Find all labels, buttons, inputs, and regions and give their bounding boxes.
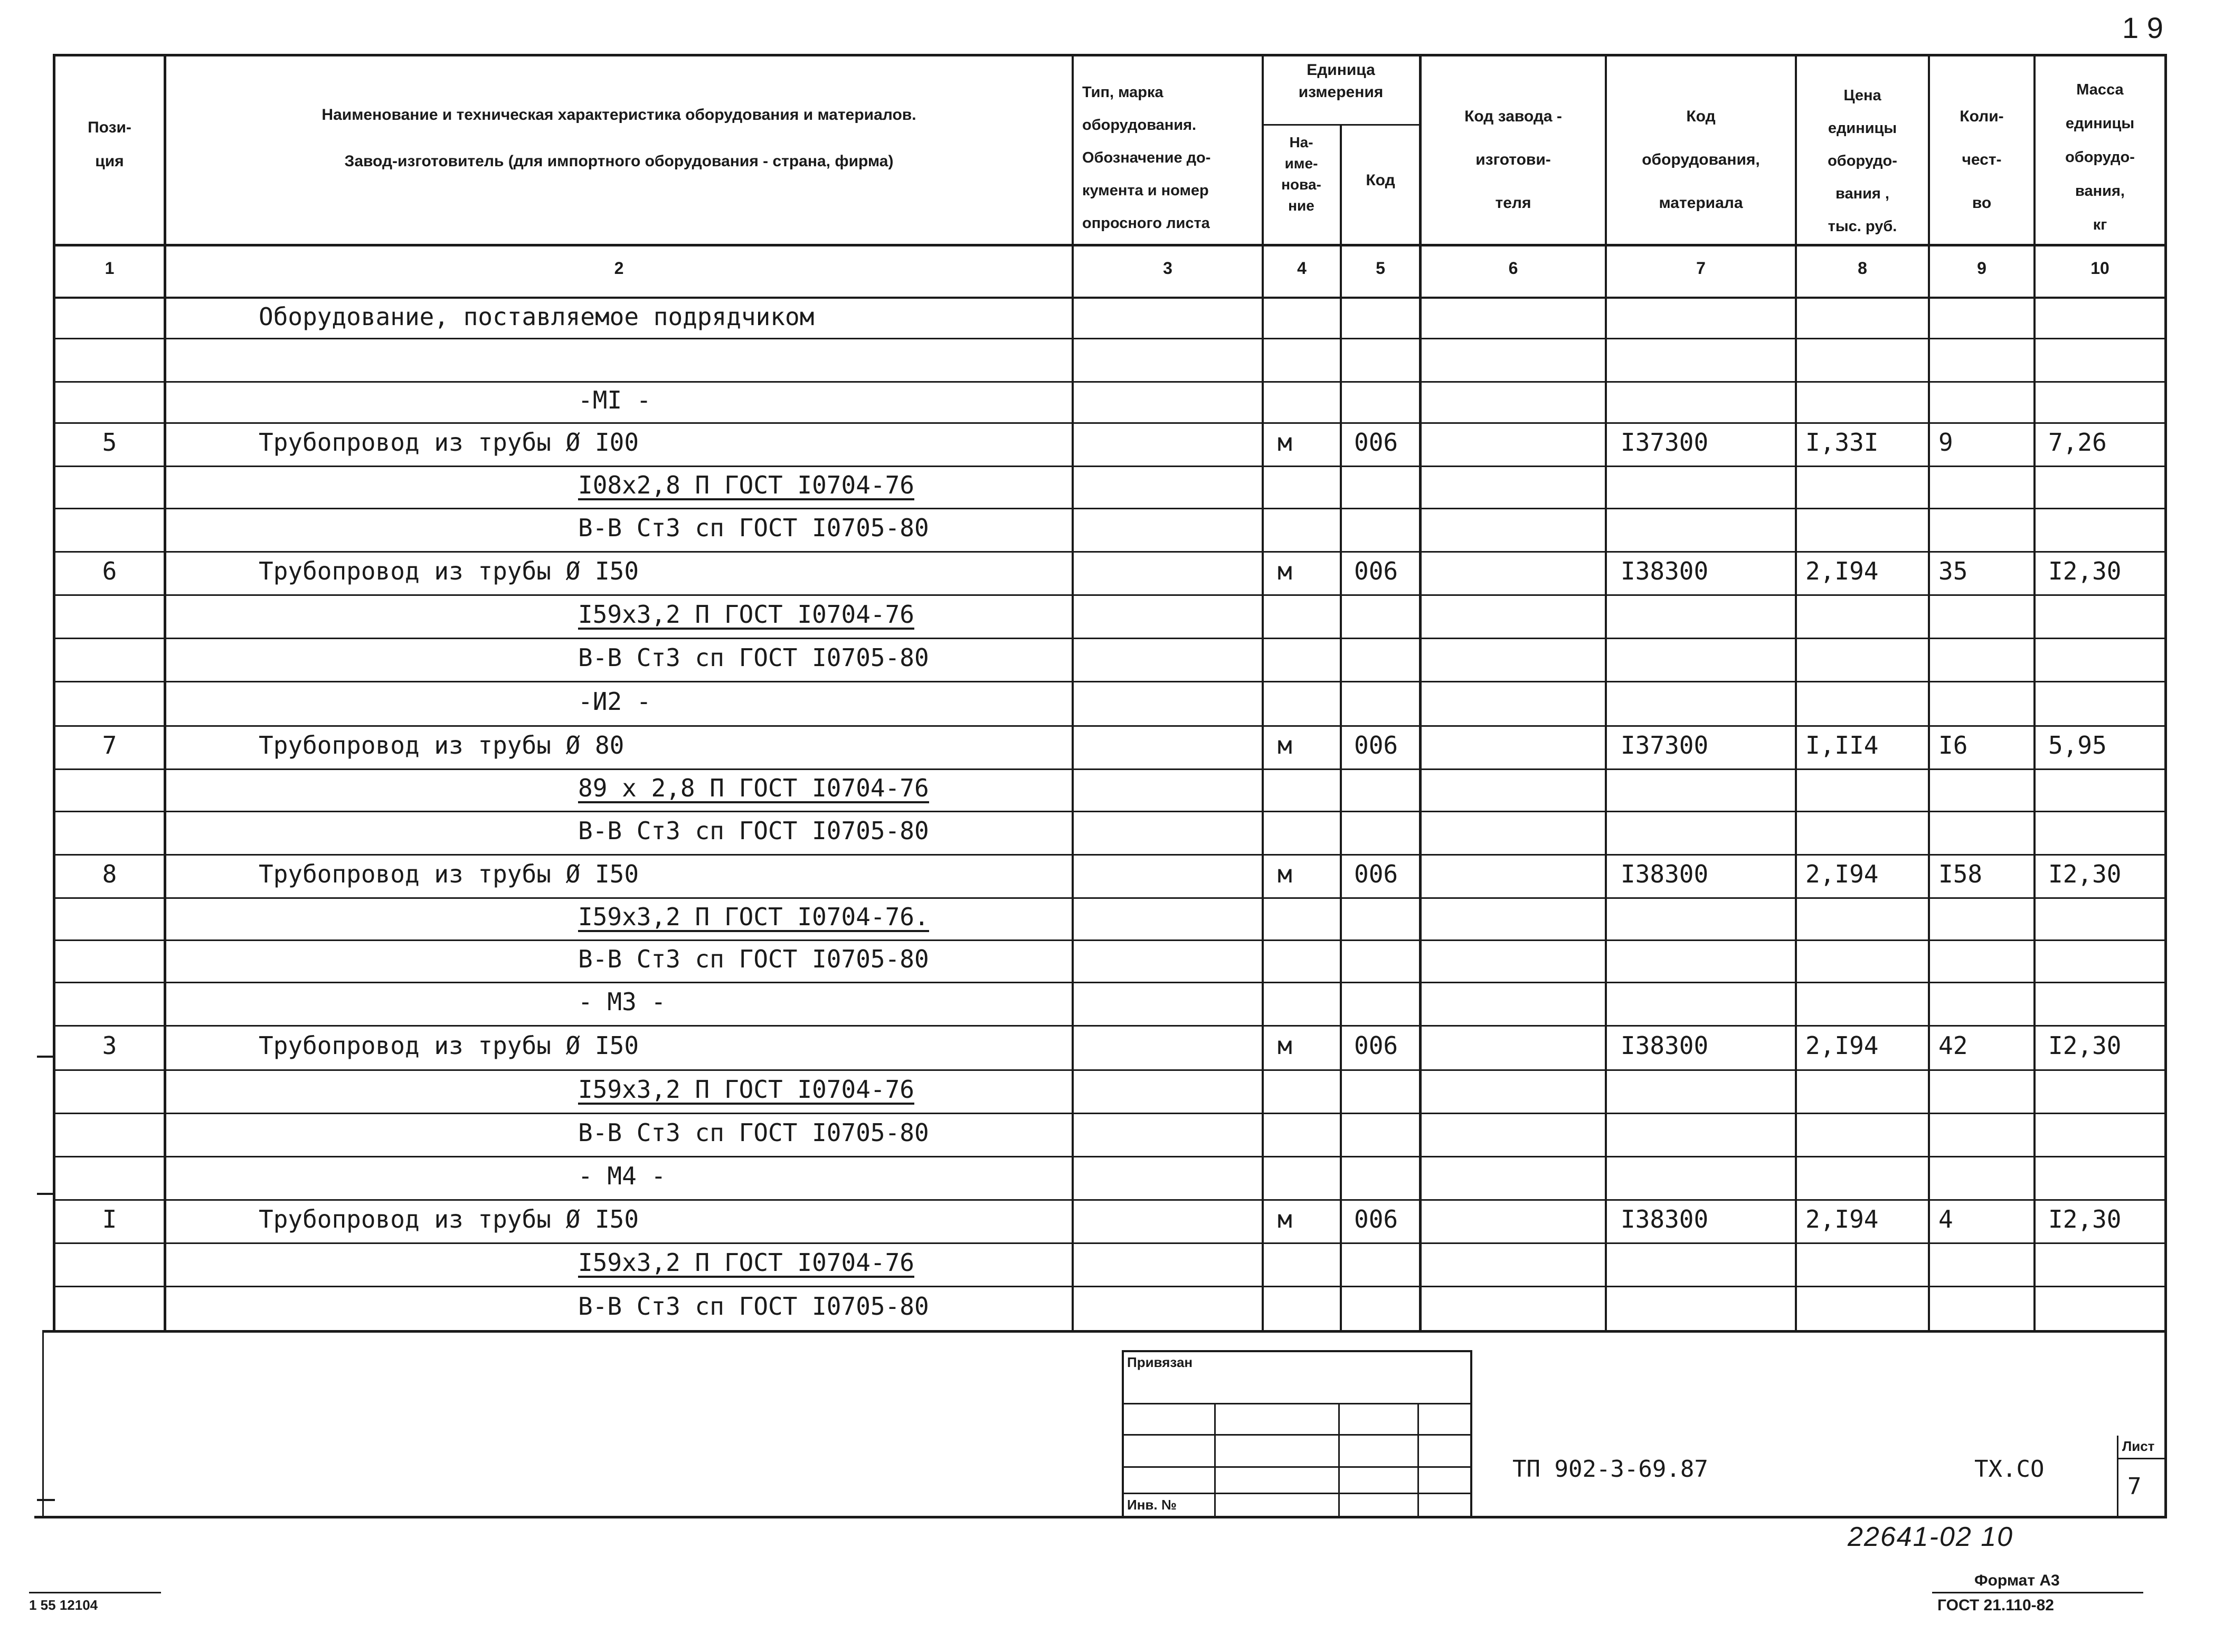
row-separator [53,508,2164,509]
col-num-7: 7 [1696,259,1706,278]
name-cell: В-В Ст3 сп ГОСТ I0705-80 [578,643,929,672]
col-num-6: 6 [1508,259,1518,278]
mass-cell: I2,30 [2048,1031,2122,1060]
row-separator [53,551,2164,553]
name-cell: В-В Ст3 сп ГОСТ I0705-80 [578,945,929,973]
project-code: ТП 902-3-69.87 [1512,1456,1708,1483]
row-separator [53,422,2164,424]
col-num-5: 5 [1376,259,1385,278]
name-cell: I59x3,2 П ГОСТ I0704-76 [578,600,914,629]
name-cell: -МI - [578,386,651,414]
price-cell: 2,I94 [1805,557,1879,585]
name-cell: Трубопровод из трубы Ø I50 [259,557,639,585]
header-factory-code: Код завода - изготови- теля [1464,108,1562,212]
name-cell: I59x3,2 П ГОСТ I0704-76 [578,1075,914,1104]
sheet-corner-mark: 1 9 [2122,11,2163,44]
mass-cell: I2,30 [2048,557,2122,585]
position-cell: I [102,1205,117,1233]
quantity-cell: I58 [1938,860,1983,888]
row-separator [53,338,2164,339]
price-cell: I,II4 [1805,731,1879,759]
col-num-4: 4 [1297,259,1307,278]
unit-name-cell: м [1278,557,1292,585]
footer-left-code: 1 55 12104 [29,1597,98,1613]
quantity-cell: 4 [1938,1205,1953,1233]
handwritten-number: 22641-02 10 [1848,1522,2014,1552]
unit-code-cell: 006 [1354,1205,1398,1233]
quantity-cell: 35 [1938,557,1968,585]
header-position: Пози- ция [88,119,131,170]
equipment-code-cell: I38300 [1621,1031,1709,1060]
col-num-3: 3 [1163,259,1172,278]
row-separator [53,939,2164,941]
quantity-cell: 9 [1938,428,1953,457]
equipment-code-cell: I37300 [1621,428,1709,457]
gost-label: ГОСТ 21.110-82 [1937,1597,2054,1614]
name-cell: Трубопровод из трубы Ø I50 [259,1205,639,1233]
name-cell: I08x2,8 П ГОСТ I0704-76 [578,471,914,499]
col-num-10: 10 [2090,259,2109,278]
col-num-2: 2 [614,259,624,278]
price-cell: I,33I [1805,428,1879,457]
unit-code-cell: 006 [1354,731,1398,759]
row-separator [53,1286,2164,1287]
header-type: Тип, марка оборудования. Обозначение до- кумента и номер опросного листа [1082,84,1211,232]
name-cell: Трубопровод из трубы Ø 80 [259,731,625,759]
mass-cell: 5,95 [2048,731,2107,759]
unit-name-cell: м [1278,1031,1292,1060]
name-cell: 89 x 2,8 П ГОСТ I0704-76 [578,774,929,802]
quantity-cell: I6 [1938,731,1968,759]
name-cell: В-В Ст3 сп ГОСТ I0705-80 [578,1292,929,1321]
col-num-9: 9 [1977,259,1986,278]
col-num-8: 8 [1858,259,1867,278]
row-separator [53,1242,2164,1244]
header-name-line1: Наименование и техническая характеристика оборудования и материалов. [321,106,916,124]
quantity-cell: 42 [1938,1031,1968,1060]
equipment-code-cell: I37300 [1621,731,1709,759]
row-separator [53,1156,2164,1157]
header-unit-name: На- име- нова- ние [1281,134,1321,214]
name-cell: Трубопровод из трубы Ø I50 [259,860,639,888]
unit-code-cell: 006 [1354,860,1398,888]
name-cell: Трубопровод из трубы Ø I50 [259,1031,639,1060]
row-separator [53,725,2164,727]
name-cell: В-В Ст3 сп ГОСТ I0705-80 [578,514,929,542]
header-equipment-code: Код оборудования, материала [1642,108,1760,212]
name-cell: - М4 - [578,1162,666,1190]
sheet-label: Лист [2122,1438,2155,1454]
row-separator [53,854,2164,856]
mass-cell: I2,30 [2048,860,2122,888]
inventory-number-label: Инв. № [1127,1497,1177,1513]
price-cell: 2,I94 [1805,1205,1879,1233]
row-separator [53,768,2164,770]
row-separator [53,381,2164,383]
row-separator [53,1069,2164,1071]
name-cell: Оборудование, поставляемое подрядчиком [259,302,815,331]
row-separator [53,638,2164,639]
position-cell: 3 [102,1031,117,1060]
header-unit-code: Код [1366,172,1395,189]
position-cell: 7 [102,731,117,759]
format-label: Формат А3 [1974,1572,2060,1589]
unit-code-cell: 006 [1354,428,1398,457]
privyazan-label: Привязан [1127,1354,1193,1370]
equipment-code-cell: I38300 [1621,557,1709,585]
equipment-code-cell: I38300 [1621,860,1709,888]
mass-cell: 7,26 [2048,428,2107,457]
name-cell: В-В Ст3 сп ГОСТ I0705-80 [578,816,929,845]
row-separator [53,1199,2164,1201]
row-separator [53,897,2164,899]
unit-name-cell: м [1278,731,1292,759]
sheet-code: ТХ.СО [1974,1456,2045,1483]
row-separator [53,681,2164,682]
position-cell: 5 [102,428,117,457]
name-cell: I59x3,2 П ГОСТ I0704-76. [578,903,929,931]
unit-name-cell: м [1278,428,1292,457]
header-unit-group: Единица измерения [1298,61,1384,101]
position-cell: 6 [102,557,117,585]
row-separator [53,1025,2164,1027]
name-cell: В-В Ст3 сп ГОСТ I0705-80 [578,1118,929,1147]
mass-cell: I2,30 [2048,1205,2122,1233]
col-num-1: 1 [105,259,115,278]
unit-name-cell: м [1278,1205,1292,1233]
name-cell: Трубопровод из трубы Ø I00 [259,428,639,457]
row-separator [53,1113,2164,1114]
name-cell: I59x3,2 П ГОСТ I0704-76 [578,1248,914,1277]
equipment-code-cell: I38300 [1621,1205,1709,1233]
header-price: Цена единицы оборудо- вания , тыс. руб. [1828,87,1897,235]
position-cell: 8 [102,860,117,888]
name-cell: - М3 - [578,988,666,1016]
unit-code-cell: 006 [1354,557,1398,585]
row-separator [53,982,2164,983]
header-mass: Масса единицы оборудо- вания, кг [2065,81,2135,233]
price-cell: 2,I94 [1805,1031,1879,1060]
unit-code-cell: 006 [1354,1031,1398,1060]
unit-name-cell: м [1278,860,1292,888]
header-name-line2: Завод-изготовитель (для импортного оборудования - страна, фирма) [344,153,894,170]
row-separator [53,811,2164,812]
row-separator [53,466,2164,467]
row-separator [53,594,2164,596]
price-cell: 2,I94 [1805,860,1879,888]
name-cell: -И2 - [578,687,651,716]
header-quantity: Коли- чест- во [1960,108,2004,212]
sheet-number: 7 [2127,1473,2142,1500]
